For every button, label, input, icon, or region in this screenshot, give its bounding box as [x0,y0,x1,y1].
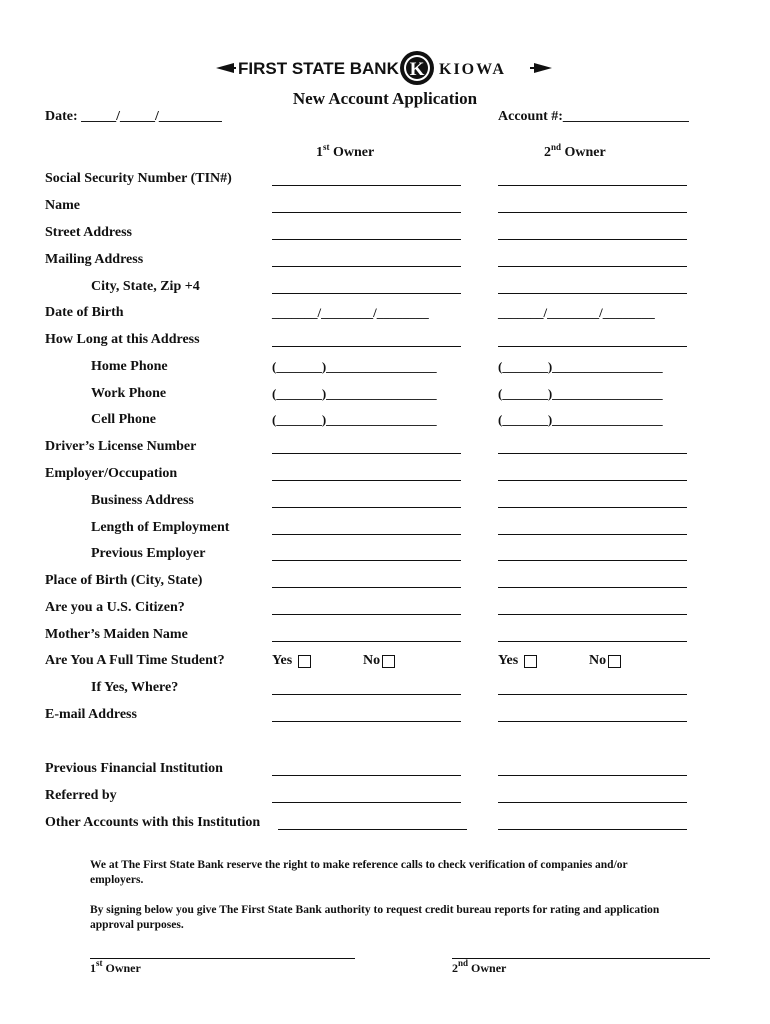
first-owner-phone-input[interactable]: (_______)_________________ [272,359,437,374]
field-label: Previous Financial Institution [45,761,223,776]
second-owner-input-line[interactable] [498,185,687,186]
reference-notice: We at The First State Bank reserve the right to make reference calls to check verification of companies and/or employers. [90,859,628,886]
first-owner-input-line[interactable] [272,293,461,294]
second-owner-input-line[interactable] [498,293,687,294]
first-owner-input-line[interactable] [272,802,461,803]
second-owner-input-line[interactable] [498,721,687,722]
second-owner-input-line[interactable] [498,560,687,561]
first-owner-input-line[interactable] [272,239,461,240]
first-owner-input-line[interactable] [272,641,461,642]
second-owner-input-line[interactable] [498,802,687,803]
second-owner-input-line[interactable] [498,587,687,588]
second-owner-input-line[interactable] [498,212,687,213]
first-owner-input-line[interactable] [272,534,461,535]
field-label: Home Phone [91,359,168,374]
second-owner-input-line[interactable] [498,641,687,642]
field-label: How Long at this Address [45,332,200,347]
second-owner-no-label: No [589,653,607,668]
field-label: Mother’s Maiden Name [45,627,188,642]
field-label: Mailing Address [45,252,144,267]
bank-logo [212,46,557,90]
first-owner-date-input[interactable]: _______/________/________ [272,305,429,320]
first-owner-input-line[interactable] [272,480,461,481]
field-label: E-mail Address [45,707,137,722]
logo-left-text: FIRST STATE BANK [238,59,399,78]
field-label: Cell Phone [91,412,156,427]
field-label: Driver’s License Number [45,439,197,454]
first-owner-signature-label: 1st Owner [90,958,141,975]
first-owner-phone-input[interactable]: (_______)_________________ [272,386,437,401]
date-field[interactable]: Date: _____/_____/_________ [45,109,222,124]
first-owner-input-line[interactable] [272,185,461,186]
first-owner-input-line[interactable] [272,266,461,267]
field-label: Place of Birth (City, State) [45,573,203,588]
second-owner-phone-input[interactable]: (_______)_________________ [498,412,663,427]
first-owner-input-line[interactable] [272,212,461,213]
second-owner-input-line[interactable] [498,507,687,508]
first-owner-input-line[interactable] [272,775,461,776]
first-owner-no-label: No [363,653,381,668]
field-label: Length of Employment [91,520,230,535]
second-owner-phone-input[interactable]: (_______)_________________ [498,359,663,374]
field-label: City, State, Zip +4 [91,279,200,294]
field-label: Date of Birth [45,305,124,320]
first-owner-phone-input[interactable]: (_______)_________________ [272,412,437,427]
field-label: Other Accounts with this Institution [45,815,261,830]
credit-authorization-notice: By signing below you give The First State Bank authority to request credit bureau reports for rating and application approval purposes. [90,904,660,931]
second-owner-signature-line[interactable] [452,958,710,959]
second-owner-input-line[interactable] [498,266,687,267]
first-owner-input-line[interactable] [278,829,467,830]
second-owner-signature-label: 2nd Owner [452,958,507,975]
first-owner-input-line[interactable] [272,587,461,588]
first-owner-input-line[interactable] [272,453,461,454]
field-label: Are you a U.S. Citizen? [45,600,185,615]
field-label: Are You A Full Time Student? [45,653,225,668]
field-label: Previous Employer [91,546,206,561]
field-label: Business Address [91,493,194,508]
field-label: If Yes, Where? [91,680,179,695]
field-label: Employer/Occupation [45,466,178,481]
second-owner-input-line[interactable] [498,480,687,481]
field-label: Street Address [45,225,132,240]
logo-right-text: KIOWA [439,61,506,78]
first-owner-yes-label: Yes [272,653,293,668]
first-owner-signature-line[interactable] [90,958,355,959]
second-owner-input-line[interactable] [498,534,687,535]
first-owner-yes-checkbox[interactable] [298,655,311,668]
first-owner-input-line[interactable] [272,346,461,347]
second-owner-input-line[interactable] [498,614,687,615]
logo-emblem-letter: K [409,59,425,80]
second-owner-input-line[interactable] [498,239,687,240]
second-owner-phone-input[interactable]: (_______)_________________ [498,386,663,401]
second-owner-no-checkbox[interactable] [608,655,621,668]
second-owner-input-line[interactable] [498,346,687,347]
first-owner-input-line[interactable] [272,721,461,722]
second-owner-input-line[interactable] [498,694,687,695]
second-owner-input-line[interactable] [498,775,687,776]
field-label: Social Security Number (TIN#) [45,171,232,186]
first-owner-heading: 1st Owner [316,142,375,160]
page-title: New Account Application [292,89,478,108]
second-owner-date-input[interactable]: _______/________/________ [498,305,655,320]
first-owner-input-line[interactable] [272,560,461,561]
first-owner-input-line[interactable] [272,614,461,615]
second-owner-yes-label: Yes [498,653,519,668]
second-owner-input-line[interactable] [498,453,687,454]
field-label: Referred by [45,788,117,803]
first-owner-no-checkbox[interactable] [382,655,395,668]
field-label: Work Phone [91,386,167,401]
second-owner-yes-checkbox[interactable] [524,655,537,668]
field-label: Name [45,198,80,213]
first-owner-input-line[interactable] [272,694,461,695]
first-owner-input-line[interactable] [272,507,461,508]
second-owner-heading: 2nd Owner [544,142,606,160]
account-number-field[interactable]: Account #:__________________ [498,109,689,124]
second-owner-input-line[interactable] [498,829,687,830]
